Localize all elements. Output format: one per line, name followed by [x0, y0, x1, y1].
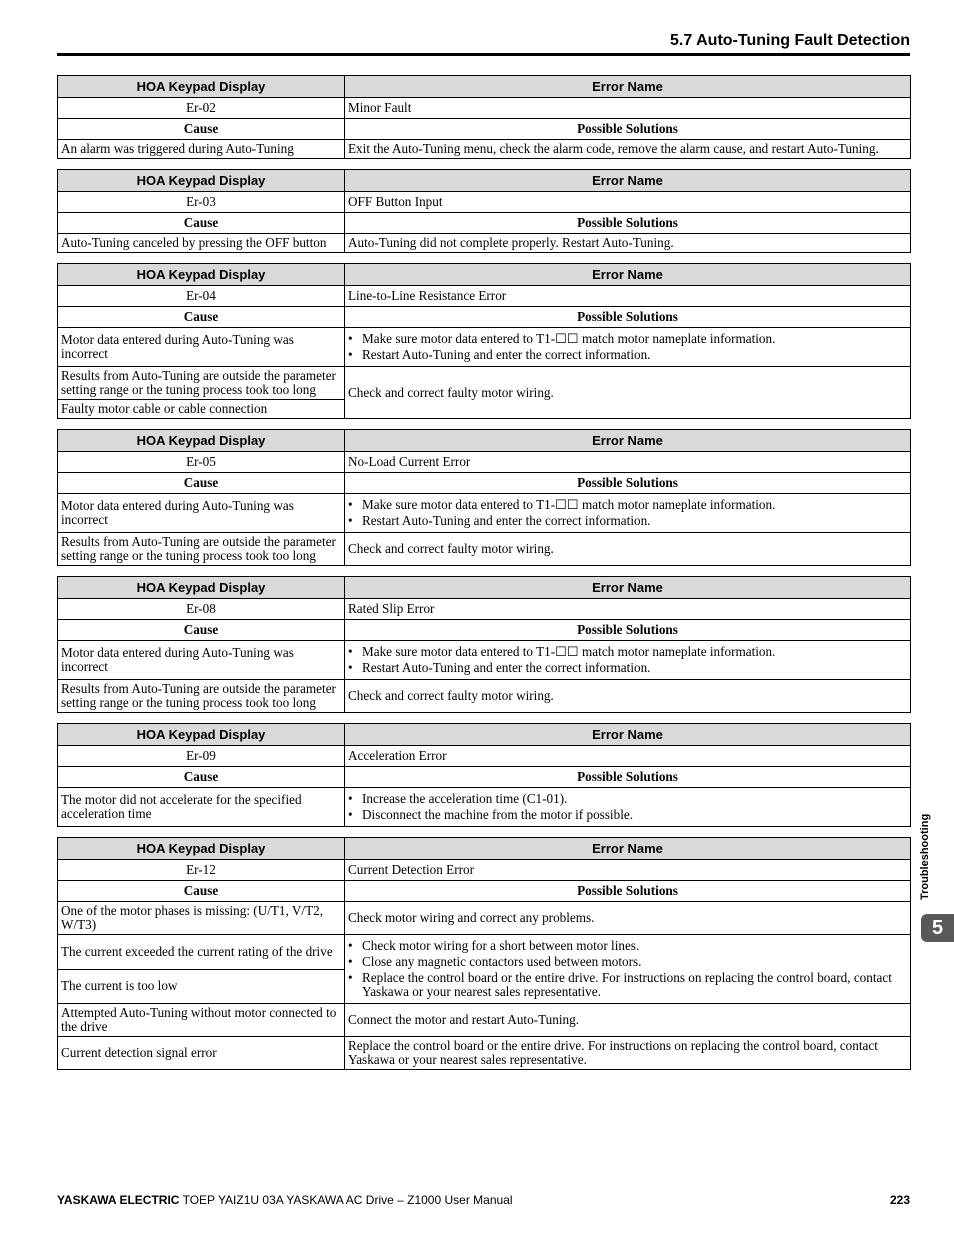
solutions-header: Possible Solutions — [345, 473, 911, 494]
solution-item: • Make sure motor data entered to T1-☐☐ match motor nameplate information. — [348, 332, 907, 346]
solution-cell — [345, 788, 911, 827]
cause-cell: Results from Auto-Tuning are outside the parameter setting range or the tuning process took too long — [58, 533, 345, 566]
table-row — [58, 680, 911, 713]
solutions-header: Possible Solutions — [345, 307, 911, 328]
fault-code-row — [58, 286, 911, 307]
cause-header-row — [58, 767, 911, 788]
solutions-header: Possible Solutions — [345, 881, 911, 902]
fault-code: Er-05 — [58, 452, 345, 473]
solution-item: • Restart Auto-Tuning and enter the correct information. — [348, 514, 907, 528]
fault-name: OFF Button Input — [345, 192, 911, 213]
cause-header-row — [58, 620, 911, 641]
solution-item: • Make sure motor data entered to T1-☐☐ match motor nameplate information. — [348, 498, 907, 512]
solution-cell — [345, 641, 911, 680]
fault-code-row — [58, 98, 911, 119]
error-name-header: Error Name — [345, 838, 911, 860]
cause-cell: The current is too low — [58, 969, 345, 1004]
solution-cell — [345, 902, 911, 935]
fault-code-row — [58, 599, 911, 620]
cause-header-row — [58, 307, 911, 328]
solution-cell — [345, 533, 911, 566]
solution-item: • Disconnect the machine from the motor if possible. — [348, 808, 907, 822]
fault-table-er-12 — [57, 837, 911, 1070]
display-header: HOA Keypad Display — [58, 577, 345, 599]
error-name-header: Error Name — [345, 76, 911, 98]
solution-list — [348, 792, 907, 822]
display-header: HOA Keypad Display — [58, 76, 345, 98]
cause-cell: Results from Auto-Tuning are outside the parameter setting range or the tuning process took too long — [58, 367, 345, 400]
error-name-header: Error Name — [345, 724, 911, 746]
cause-cell: The motor did not accelerate for the specified acceleration time — [58, 788, 345, 827]
fault-name: No-Load Current Error — [345, 452, 911, 473]
solution-item: • Restart Auto-Tuning and enter the correct information. — [348, 661, 907, 675]
table-row — [58, 788, 911, 827]
solution-text: Connect the motor and restart Auto-Tuning. — [348, 1012, 579, 1027]
table-row — [58, 935, 911, 970]
fault-code: Er-02 — [58, 98, 345, 119]
display-header: HOA Keypad Display — [58, 430, 345, 452]
fault-table-er-08 — [57, 576, 911, 713]
solution-text: Check and correct faulty motor wiring. — [348, 688, 554, 703]
fault-name: Rated Slip Error — [345, 599, 911, 620]
fault-code: Er-08 — [58, 599, 345, 620]
display-header: HOA Keypad Display — [58, 724, 345, 746]
solution-cell — [345, 1004, 911, 1037]
solution-cell — [345, 140, 911, 159]
solution-cell — [345, 1037, 911, 1070]
cause-header-row — [58, 473, 911, 494]
table-row — [58, 140, 911, 159]
solution-cell — [345, 680, 911, 713]
table-row — [58, 902, 911, 935]
cause-cell: Auto-Tuning canceled by pressing the OFF button — [58, 234, 345, 253]
solution-text: Check and correct faulty motor wiring. — [348, 541, 554, 556]
cause-header-row — [58, 881, 911, 902]
table-header-row — [58, 430, 911, 452]
fault-code: Er-12 — [58, 860, 345, 881]
solution-list — [348, 498, 907, 528]
cause-header: Cause — [58, 620, 345, 641]
solution-item: • Replace the control board or the entire drive. For instructions on replacing the control board, contact Yaskawa or your nearest sales representative. — [348, 971, 907, 999]
cause-cell: Motor data entered during Auto-Tuning was incorrect — [58, 641, 345, 680]
table-header-row — [58, 577, 911, 599]
chapter-tab-number: 5 — [921, 914, 954, 942]
fault-name: Minor Fault — [345, 98, 911, 119]
error-name-header: Error Name — [345, 264, 911, 286]
cause-cell: An alarm was triggered during Auto-Tuning — [58, 140, 345, 159]
table-row — [58, 494, 911, 533]
solutions-header: Possible Solutions — [345, 767, 911, 788]
solution-item: • Close any magnetic contactors used between motors. — [348, 955, 907, 969]
fault-table-er-03 — [57, 169, 911, 253]
fault-code-row — [58, 746, 911, 767]
fault-table-er-04 — [57, 263, 911, 419]
cause-cell: One of the motor phases is missing: (U/T1, V/T2, W/T3) — [58, 902, 345, 935]
solution-item: • Increase the acceleration time (C1-01). — [348, 792, 907, 806]
cause-header-row — [58, 119, 911, 140]
error-name-header: Error Name — [345, 577, 911, 599]
fault-tables — [57, 75, 910, 1080]
solution-item: • Check motor wiring for a short between motor lines. — [348, 939, 907, 953]
fault-code-row — [58, 192, 911, 213]
cause-cell: Motor data entered during Auto-Tuning was incorrect — [58, 328, 345, 367]
cause-cell: Current detection signal error — [58, 1037, 345, 1070]
table-header-row — [58, 264, 911, 286]
fault-code: Er-03 — [58, 192, 345, 213]
table-header-row — [58, 76, 911, 98]
solution-list — [348, 645, 907, 675]
solution-cell — [345, 328, 911, 367]
fault-name: Current Detection Error — [345, 860, 911, 881]
solutions-header: Possible Solutions — [345, 119, 911, 140]
cause-header: Cause — [58, 307, 345, 328]
table-row — [58, 1037, 911, 1070]
solution-cell — [345, 494, 911, 533]
solution-text: Replace the control board or the entire drive. For instructions on replacing the control board, contact Yaskawa or your nearest sales representative. — [348, 1038, 878, 1067]
solution-text: Check motor wiring and correct any problems. — [348, 910, 595, 925]
table-row — [58, 367, 911, 400]
fault-code-row — [58, 452, 911, 473]
error-name-header: Error Name — [345, 430, 911, 452]
page-number: 223 — [889, 1193, 910, 1207]
solution-item: • Restart Auto-Tuning and enter the correct information. — [348, 348, 907, 362]
solution-list — [348, 939, 907, 999]
fault-code-row — [58, 860, 911, 881]
cause-header: Cause — [58, 119, 345, 140]
cause-cell: Attempted Auto-Tuning without motor connected to the drive — [58, 1004, 345, 1037]
table-header-row — [58, 170, 911, 192]
footer — [57, 1193, 910, 1207]
solutions-header: Possible Solutions — [345, 213, 911, 234]
fault-table-er-09 — [57, 723, 911, 827]
solution-cell — [345, 935, 911, 1004]
display-header: HOA Keypad Display — [58, 170, 345, 192]
fault-code: Er-09 — [58, 746, 345, 767]
solution-text: Auto-Tuning did not complete properly. Restart Auto-Tuning. — [348, 235, 674, 250]
fault-name: Acceleration Error — [345, 746, 911, 767]
cause-header: Cause — [58, 213, 345, 234]
cause-header-row — [58, 213, 911, 234]
solution-cell — [345, 234, 911, 253]
table-header-row — [58, 838, 911, 860]
error-name-header: Error Name — [345, 170, 911, 192]
display-header: HOA Keypad Display — [58, 264, 345, 286]
footer-brand: YASKAWA ELECTRIC — [57, 1193, 180, 1207]
cause-cell: Motor data entered during Auto-Tuning was incorrect — [58, 494, 345, 533]
fault-table-er-02 — [57, 75, 911, 159]
cause-cell: The current exceeded the current rating of the drive — [58, 935, 345, 970]
header-rule — [57, 53, 910, 56]
solution-text: Exit the Auto-Tuning menu, check the alarm code, remove the alarm cause, and restart Auto-Tuning. — [348, 141, 879, 156]
cause-header: Cause — [58, 473, 345, 494]
fault-code: Er-04 — [58, 286, 345, 307]
solution-cell — [345, 367, 911, 419]
cause-header: Cause — [58, 881, 345, 902]
table-row — [58, 328, 911, 367]
footer-document: TOEP YAIZ1U 03A YASKAWA AC Drive – Z1000 User Manual — [179, 1193, 513, 1207]
cause-cell: Results from Auto-Tuning are outside the parameter setting range or the tuning process took too long — [58, 680, 345, 713]
table-row — [58, 533, 911, 566]
solutions-header: Possible Solutions — [345, 620, 911, 641]
chapter-tab-label: Troubleshooting — [919, 813, 931, 900]
page-title: 5.7 Auto-Tuning Fault Detection — [670, 32, 910, 49]
solution-item: • Make sure motor data entered to T1-☐☐ match motor nameplate information. — [348, 645, 907, 659]
table-row — [58, 234, 911, 253]
cause-cell: Faulty motor cable or cable connection — [58, 400, 345, 419]
table-row — [58, 1004, 911, 1037]
solution-text: Check and correct faulty motor wiring. — [348, 384, 554, 400]
table-row — [58, 641, 911, 680]
cause-header: Cause — [58, 767, 345, 788]
display-header: HOA Keypad Display — [58, 838, 345, 860]
fault-name: Line-to-Line Resistance Error — [345, 286, 911, 307]
solution-list — [348, 332, 907, 362]
fault-table-er-05 — [57, 429, 911, 566]
table-header-row — [58, 724, 911, 746]
